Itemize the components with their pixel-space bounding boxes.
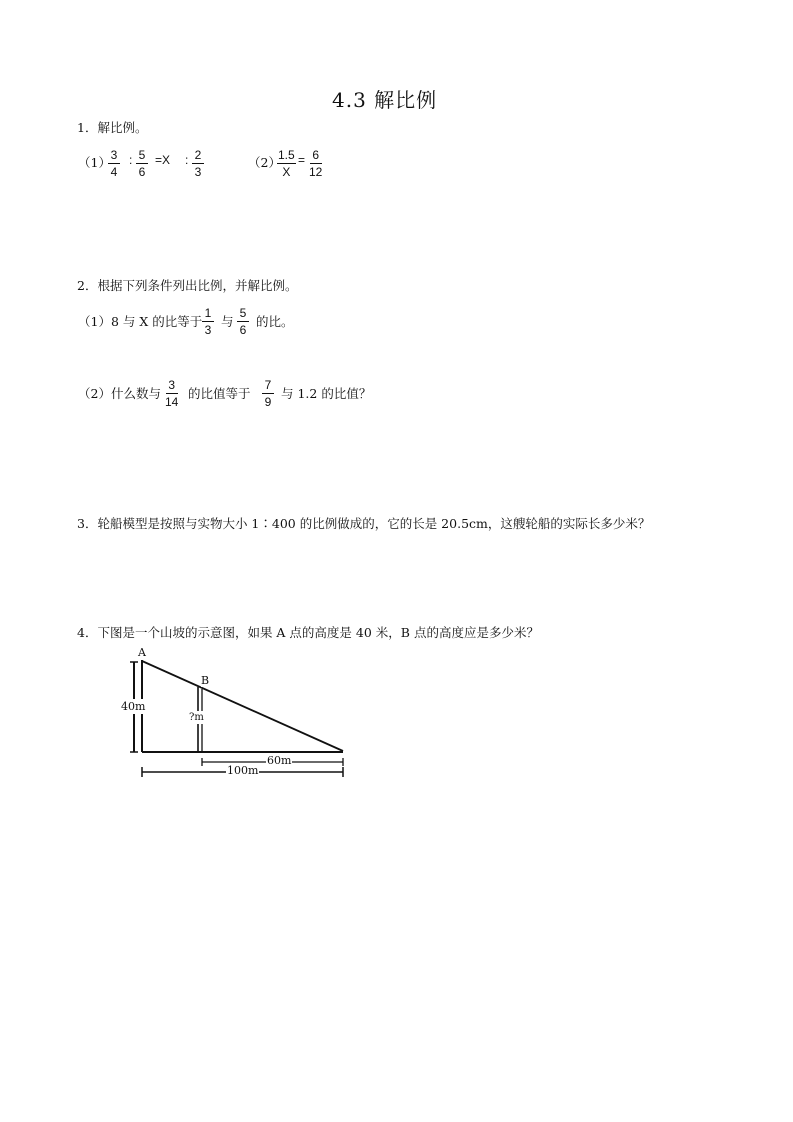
fraction-denominator: 14 [165,395,179,409]
fraction-denominator: 3 [204,323,212,337]
q2-part2-text-c: 与 1.2 的比值？ [281,386,372,401]
fraction-denominator: 4 [110,165,118,179]
q2-part2-text-b: 的比值等于 [188,386,251,401]
question-3-stem: 3．轮船模型是按照与实物大小 1∶400 的比例做成的，它的长是 20.5cm，这艘轮船的实际长多少米？ [77,516,651,531]
q1-part1-fraction-1 [108,147,120,180]
q1-part1-fraction-2 [136,147,148,180]
q1-part2-label: （2） [248,155,281,170]
fraction-numerator: 2 [192,147,204,164]
q1-part1-fraction-3 [192,147,204,180]
q1-part2-fraction-2 [309,147,322,180]
distance-60m-label: 60m [267,754,292,767]
question-4-stem: 4．下图是一个山坡的示意图，如果 A 点的高度是 40 米，B 点的高度应是多少米？ [77,625,539,640]
fraction-numerator: 5 [136,147,148,164]
q2-part2-label: （2） [78,386,111,401]
q2-part2-fraction-2 [262,377,274,410]
fraction-denominator: X [282,165,291,179]
question-2-stem: 2．根据下列条件列出比例，并解比例。 [77,278,298,293]
question-1-stem: 1．解比例。 [77,120,148,135]
fraction-numerator: 1.5 [278,148,295,162]
q2-part2-text-a: 什么数与 [111,386,162,401]
q2-part2-fraction-1 [165,377,178,410]
slope-line [142,661,343,751]
fraction-denominator: 9 [264,395,272,409]
q2-part1-fraction-2 [237,305,249,338]
fraction-denominator: 6 [239,323,247,337]
fraction-numerator: 3 [166,377,178,394]
q2-part1-text-b: 与 [221,314,234,329]
point-a-label: A [138,646,146,659]
q2-part1-label: （1） [78,314,111,329]
q1-part1-label: （1） [78,155,111,170]
q2-part1-fraction-1 [202,305,214,338]
q1-part2-fraction-1 [277,147,296,180]
page-title: 4.3 解比例 [332,88,438,112]
fraction-numerator: 7 [262,377,274,394]
height-40m-label: 40m [121,700,146,713]
distance-100m-label: 100m [227,764,259,777]
height-b-unknown-label: ?m [189,712,204,723]
fraction-denominator: 3 [194,165,202,179]
fraction-numerator: 3 [108,147,120,164]
q2-part1-text-a: 8 与 X 的比等于 [111,314,203,329]
colon: : [185,153,189,167]
colon: : [129,153,133,167]
fraction-denominator: 6 [138,165,146,179]
point-b-label: B [201,674,210,687]
equals-sign: = [298,153,306,167]
q2-part1-text-c: 的比。 [256,314,294,329]
fraction-denominator: 12 [309,165,323,179]
fraction-numerator: 6 [310,147,322,164]
equals-x: =X [155,153,171,167]
fraction-numerator: 1 [202,305,214,322]
fraction-numerator: 5 [237,305,249,322]
